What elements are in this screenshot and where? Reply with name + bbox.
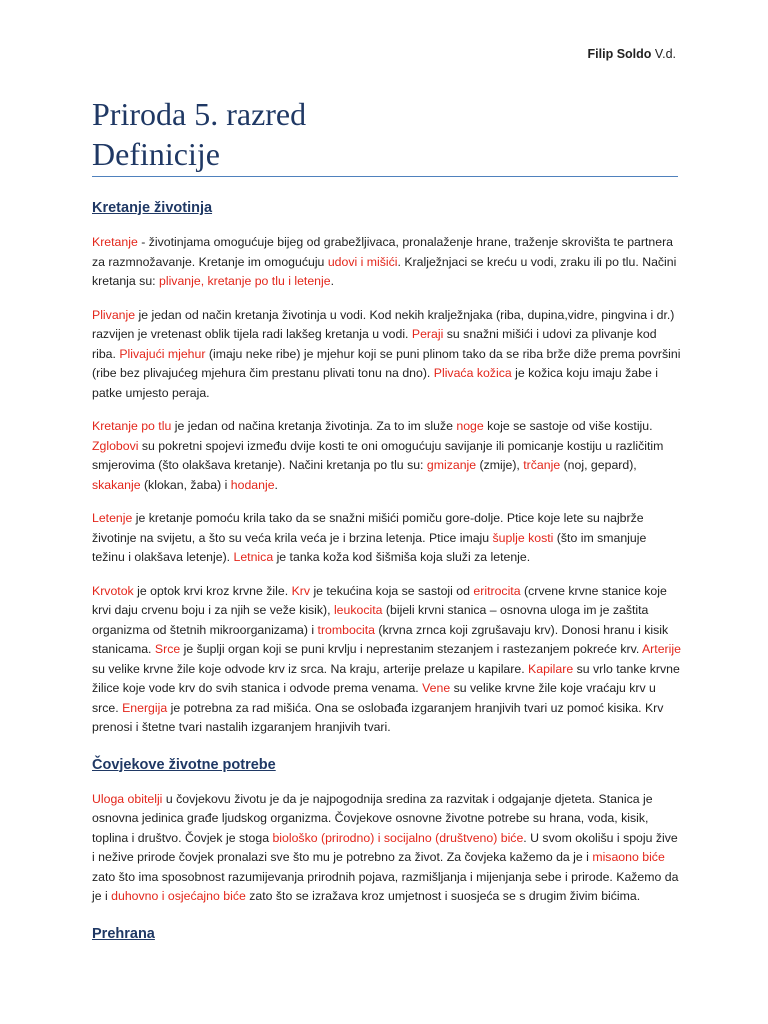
highlighted-term: Kretanje: [92, 235, 138, 249]
heading-spacer: [92, 945, 682, 959]
highlighted-term: Letenje: [92, 511, 133, 525]
paragraph: [92, 509, 682, 568]
text-run: je jedan od načina kretanja životinja. Za to im služe: [171, 419, 457, 433]
highlighted-term: duhovno i osjećajno biće: [111, 889, 246, 903]
paragraph-spacer: [92, 568, 682, 582]
author-name: Filip Soldo: [587, 47, 652, 61]
highlighted-term: Zglobovi: [92, 438, 139, 453]
highlighted-term: misaono biće: [592, 850, 665, 864]
paragraph: [92, 233, 682, 292]
paragraph: [92, 790, 682, 907]
document-body: [92, 197, 682, 959]
text-run: .: [330, 274, 335, 288]
text-run: (klokan, žaba) i: [140, 477, 231, 492]
text-run: je kretanje pomoću krila tako da se snažni mišići pomiču gore-dolje. Ptice koje lete su najbrže životinje na svijetu, a što su veća krila veća je i brzina letenja. Ptice imaju: [92, 511, 644, 545]
title-line-1: Priroda 5. razred: [92, 96, 307, 132]
text-run: su snažni mišići i udovi za plivanje kod riba.: [92, 327, 657, 361]
highlighted-term: plivanje, kretanje po tlu i letenje: [159, 274, 331, 288]
title-divider: [92, 176, 678, 177]
section-spacer: [92, 907, 682, 923]
text-run: je optok krvi kroz krvne žile.: [133, 583, 292, 598]
text-run: (što im smanjuje težinu i olakšava letenje).: [92, 530, 647, 564]
highlighted-term: Energija: [122, 700, 168, 715]
text-run: je jedan od način kretanja životinja u vodi. Kod nekih kralježnjaka (riba, dupina,vidre, pingvina i dr.) razvijen je vretenast oblik tijela radi lakšeg kretanja u vodi.: [92, 307, 675, 341]
text-run: (crvene krvne stanice koje krvi daju crvenu boju i za njih se veže kisik),: [92, 583, 667, 617]
highlighted-term: Krv: [291, 583, 311, 598]
text-run: . Kralježnjaci se kreću u vodi, zraku ili po tlu. Načini kretanja su:: [92, 254, 677, 288]
section-heading: Čovjekove životne potrebe: [92, 756, 276, 773]
highlighted-term: Peraji: [411, 327, 444, 341]
highlighted-term: eritrocita: [473, 583, 521, 598]
highlighted-term: Arterije: [641, 642, 681, 656]
heading-spacer: [92, 776, 682, 790]
paragraph: [92, 306, 682, 404]
text-run: .: [274, 477, 278, 492]
highlighted-term: udovi i mišići: [327, 254, 398, 269]
author-suffix: V.d.: [651, 47, 676, 61]
text-run: je potrebna za rad mišića. Ona se oslobađa izgaranjem hranjivih tvari uz pomoć kisika. Krv prenosi i štetne tvari nastalih izgaranjem hranjivih tvari.: [92, 700, 664, 734]
highlighted-term: Plivajući mjehur: [119, 346, 206, 361]
paragraph-spacer: [92, 292, 682, 306]
text-run: je šuplji organ koji se puni krvlju i neprestanim stezanjem i rastezanjem pokreće krv.: [180, 642, 642, 656]
text-run: (imaju neke ribe) je mjehur koji se puni plinom tako da se riba brže diže prema površini (ribe bez plivajućeg mjehura čim prestanu plivati tonu na dno).: [92, 346, 681, 380]
highlighted-term: Uloga obitelji: [92, 791, 163, 806]
highlighted-term: Srce: [154, 642, 181, 656]
text-run: su vrlo tanke krvne žilice koje vode krv do svih stanica i odvode prema venama.: [92, 661, 680, 695]
highlighted-term: Krvotok: [92, 583, 134, 598]
title-line-2: Definicije: [92, 136, 220, 172]
paragraph-spacer: [92, 495, 682, 509]
text-run: su velike krvne žile koje odvode krv iz srca. Na kraju, arterije prelaze u kapilare.: [92, 661, 529, 676]
text-run: je kožica koju imaju žabe i patke umjesto peraja.: [92, 366, 658, 400]
text-run: (zmije),: [476, 458, 524, 472]
highlighted-term: skakanje: [92, 477, 141, 492]
highlighted-term: trombocita: [317, 622, 375, 637]
paragraph: [92, 417, 682, 495]
section-spacer: [92, 738, 682, 754]
heading-spacer: [92, 219, 682, 233]
text-run: u čovjekovu životu je da je najpogodnija sredina za razvitak i odgajanje djeteta. Stanica je osnovna jedinica građe ljudskog organizma. Čovjekove osnovne životne potrebe su hrana, voda, kisik, toplina i društvo. Čovjek je stoga: [92, 791, 653, 845]
highlighted-term: hodanje: [230, 477, 275, 492]
highlighted-term: Plivanje: [92, 307, 136, 322]
text-run: . U svom okolišu i spoju žive i nežive prirode čovjek pronalazi sve što mu je potrebno za život. Za čovjeka kažemo da je i: [92, 830, 678, 864]
highlighted-term: noge: [456, 419, 484, 433]
section-heading: Prehrana: [92, 925, 155, 942]
text-run: zato što ima sposobnost razumijevanja prirodnih pojava, razmišljanja i mijenjanja sebe i prirode. Kažemo da je i: [92, 869, 679, 903]
highlighted-term: trčanje: [523, 458, 561, 472]
paragraph: [92, 582, 682, 738]
section-heading: Kretanje životinja: [92, 200, 213, 216]
paragraph-spacer: [92, 403, 682, 417]
text-run: su pokretni spojevi između dvije kosti te oni omogućuju savijanje ili pomicanje kostiju u različitim smjerovima (što olakšava kretanje). Načini kretanja po tlu su:: [92, 438, 664, 472]
highlighted-term: biološko (prirodno) i socijalno (društveno) biće: [272, 830, 524, 845]
highlighted-term: Vene: [422, 681, 451, 695]
text-run: (noj, gepard),: [560, 458, 637, 472]
highlighted-term: Kretanje po tlu: [92, 419, 172, 433]
text-run: koje se sastoje od više kostiju.: [483, 419, 653, 433]
highlighted-term: leukocita: [333, 603, 383, 617]
highlighted-term: Kapilare: [528, 661, 574, 676]
highlighted-term: Plivaća kožica: [433, 366, 512, 380]
text-run: je tekućina koja se sastoji od: [310, 583, 474, 598]
text-run: je tanka koža kod šišmiša koja služi za letenje.: [273, 550, 531, 564]
highlighted-term: Letnica: [233, 550, 274, 564]
text-run: - životinjama omogućuje bijeg od grabežljivaca, pronalaženje hrane, traženje skrovišta te partnera za razmnožavanje. Kretanje im omogućuju: [92, 235, 674, 269]
text-run: zato što se izražava kroz umjetnost i suosjeća se s drugim živim bićima.: [245, 889, 641, 903]
text-run: (bijeli krvni stanica – osnovna uloga im je zaštita organizma od štetnih mikroorganizama) i: [92, 603, 649, 637]
highlighted-term: gmizanje: [426, 458, 477, 472]
author-line: [588, 47, 676, 61]
page-title: [92, 94, 306, 174]
text-run: su velike krvne žile koje vraćaju krv u srce.: [92, 681, 656, 715]
highlighted-term: šuplje kosti: [492, 530, 554, 545]
text-run: (krvna zrnca koji zgrušavaju krv). Donosi hranu i kisik stanicama.: [92, 622, 669, 656]
